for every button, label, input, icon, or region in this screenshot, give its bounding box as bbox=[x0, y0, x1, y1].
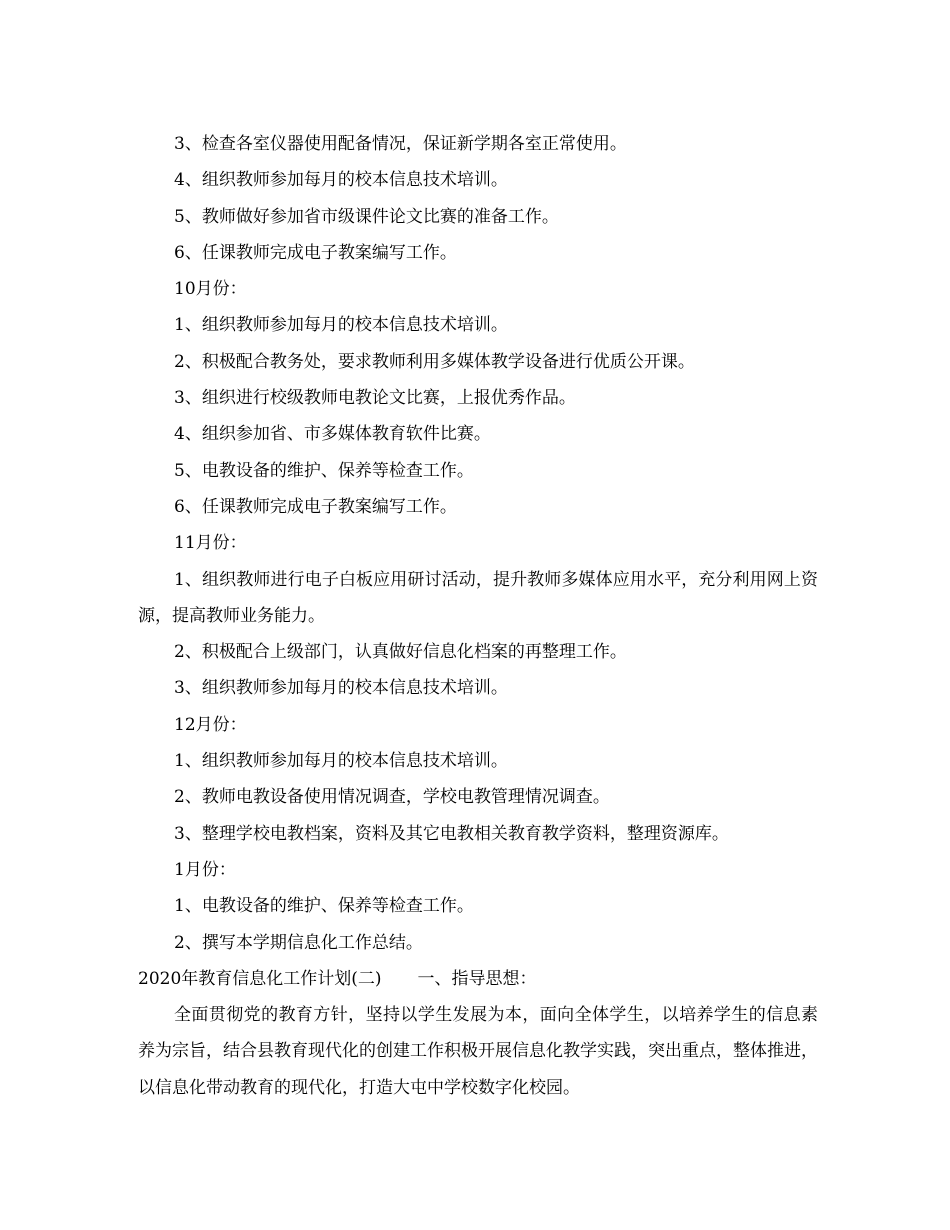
document-page bbox=[138, 126, 818, 1106]
list-item: 3、组织教师参加每月的校本信息技术培训。 bbox=[174, 678, 508, 699]
section-title: 2020年教育信息化工作计划(二) bbox=[138, 968, 382, 989]
section-title-line bbox=[138, 961, 818, 997]
month-heading-november: 11月份： bbox=[174, 533, 247, 554]
list-item: 6、任课教师完成电子教案编写工作。 bbox=[174, 496, 457, 517]
list-item: 2、教师电教设备使用情况调查，学校电教管理情况调查。 bbox=[174, 787, 610, 808]
list-item: 2、积极配合教务处，要求教师利用多媒体教学设备进行优质公开课。 bbox=[174, 351, 695, 372]
list-item: 6、任课教师完成电子教案编写工作。 bbox=[174, 242, 457, 263]
list-item: 3、组织进行校级教师电教论文比赛，上报优秀作品。 bbox=[174, 388, 576, 409]
list-item: 4、组织教师参加每月的校本信息技术培训。 bbox=[174, 170, 508, 191]
list-item: 2、积极配合上级部门，认真做好信息化档案的再整理工作。 bbox=[174, 642, 627, 663]
month-heading-october: 10月份： bbox=[174, 279, 247, 300]
list-item: 3、检查各室仪器使用配备情况，保证新学期各室正常使用。 bbox=[174, 134, 627, 154]
month-heading-december: 12月份： bbox=[174, 714, 247, 735]
list-item: 3、整理学校电教档案，资料及其它电教相关教育教学资料，整理资源库。 bbox=[174, 823, 729, 844]
list-item: 4、组织参加省、市多媒体教育软件比赛。 bbox=[174, 424, 491, 445]
list-item-paragraph: 1、组织教师进行电子白板应用研讨活动，提升教师多媒体应用水平，充分利用网上资源，提高教师业务能力。 bbox=[138, 569, 818, 626]
month-heading-january: 1月份： bbox=[174, 859, 236, 880]
list-item: 5、教师做好参加省市级课件论文比赛的准备工作。 bbox=[174, 206, 559, 227]
list-item: 1、电教设备的维护、保养等检查工作。 bbox=[174, 896, 474, 917]
list-item: 5、电教设备的维护、保养等检查工作。 bbox=[174, 460, 474, 481]
list-item: 2、撰写本学期信息化工作总结。 bbox=[174, 932, 423, 953]
list-item: 1、组织教师参加每月的校本信息技术培训。 bbox=[174, 315, 508, 336]
guiding-paragraph: 全面贯彻党的教育方针，坚持以学生发展为本，面向全体学生，以培养学生的信息素养为宗旨，结合县教育现代化的创建工作积极开展信息化教学实践，突出重点，整体推进，以信息化带动教育的现代化，打造大屯中学校数字化校园。 bbox=[138, 1005, 818, 1098]
section-heading: 一、指导思想： bbox=[417, 968, 537, 989]
list-item: 1、组织教师参加每月的校本信息技术培训。 bbox=[174, 751, 508, 772]
